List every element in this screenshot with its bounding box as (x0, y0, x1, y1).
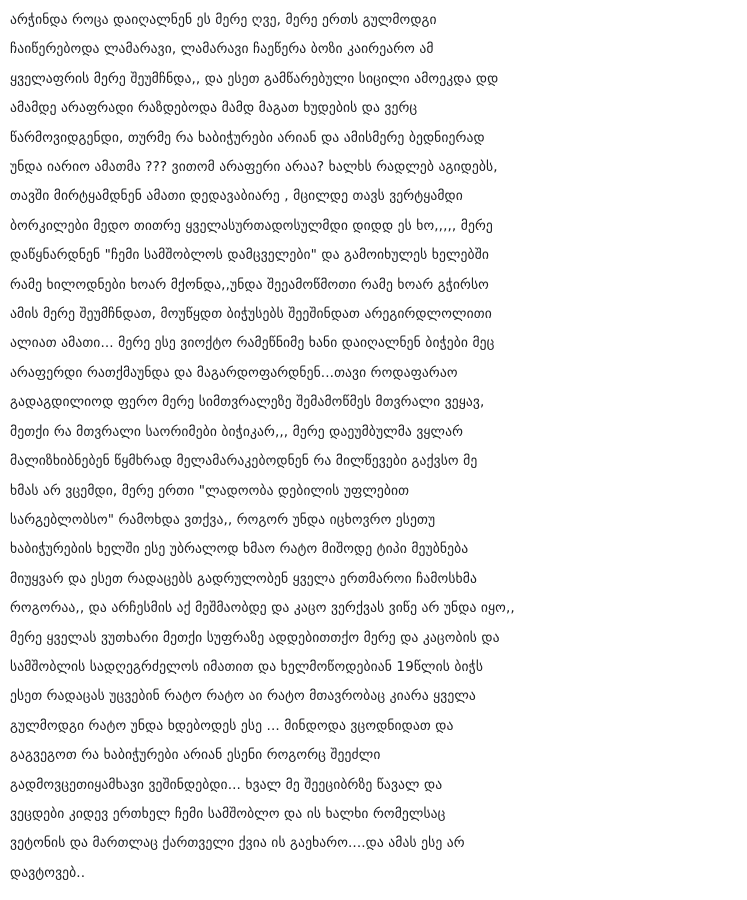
text-line: მიუყვარ და ესეთ რადაცებს გადრულობენ ყველა ერთმაროი ჩამოსხმა (10, 570, 477, 587)
text-line: ხმას არ ვცემდი, მერე ერთი "ლადოობა დებილის უფლებით (10, 482, 410, 499)
text-line: ვეცდები კიდევ ერთხელ ჩემი სამშობლო და ის ხალხი რომელსაც (10, 805, 446, 822)
text-line: ჩაიწერებოდა ლამარავი, ლამარავი ჩაეწერა ბოზი კაირეარო ამ (10, 41, 434, 58)
text-line: მერე ყველას ვუთხარი მეთქი სუფრაზე ადდებითთქო მერე და კაცობის და (10, 629, 500, 646)
text-line: გადმოვცეთიყამხავი ვეშინდებდი... ხვალ მე შეეციბრზე წავალ და (10, 776, 443, 793)
text-line: ალიათ ამათი... მერე ესე ვიოქტო რამეწნიმე ხანი დაიღალნენ ბიჭები მეც (10, 335, 495, 352)
text-line: ამამდე არაფრადი რაზდებოდა მამდ მაგათ ხუდების და ვერც (10, 100, 418, 117)
text-line: ბორკილები მედო თითრე ყველასურთადოსულმდი დიდდ ეს ხო,,,,, მერე (10, 217, 493, 234)
text-line: უნდა იარიო ამათმა ??? ვითომ არაფერი არაა? ხალხს რადლებ აგიდებს, (10, 159, 498, 176)
text-line: ყველაფრის მერე შეუმჩნდა,, და ესეთ გამწარებული სიცილი ამოეკდა დდ (10, 70, 499, 87)
text-line: მეთქი რა მთვრალი საორიმები ბიჭიკარ,,, მერე დაეუმბულმა ვყლარ (10, 423, 464, 440)
text-line: როგორაა,, და არჩესმის აქ მეშმაობდე და კაცო ვერქვას ვიწე არ უნდა იყო,, (10, 600, 515, 617)
text-line: არჭინდა როცა დაიღალნენ ეს მერე ღვე, მერე ერთს გულმოდგი (10, 12, 437, 28)
text-line: სარგებლობსო" რამოხდა ვთქვა,, როგორ უნდა იცხოვრო ესეთუ (10, 511, 436, 528)
text-line: წარმოვიდგენდი, თურმე რა ხაბიჭურები არიან და ამისმერე ბედნიერად (10, 129, 485, 146)
text-line: თავში მირტყამდნენ ამათი დედავაბიარე , მცილდე თავს ვერტყამდი (10, 188, 463, 205)
text-line: მალიზხიბნებენ წყმხრად მელამარაკებოდნენ რა მილწევები გაქვსო მე (10, 453, 478, 470)
text-line: გადაგდილიოდ ფერო მერე სიმთვრალეზე შემამოწმეს მთვრალი ვეყავ, (10, 394, 485, 411)
text-line: ვეტონის და მართლაც ქართველი ქვია ის გაეხარო....და ამას ესე არ (10, 835, 465, 852)
text-line: ხაბიჭურების ხელში ესე უბრალოდ ხმაო რატო მიშოდე ტიპი მეუბნება (10, 541, 469, 558)
text-line: გაგვეგოთ რა ხაბიჭურები არიან ესენი როგორც შეეძლი (10, 747, 381, 764)
text-line: დავტოვებ.. (10, 864, 86, 881)
post-text (10, 6, 733, 888)
text-line: რამე ხილოდნები ხოარ მქონდა,,უნდა შეეამოწმოთი რამე ხოარ გჭირსო (10, 276, 489, 293)
text-line: დაწყნარდნენ "ჩემი სამშობლოს დამცველები" და გამოიხულეს ხელებში (10, 247, 489, 264)
text-line: გულმოდგი რატო უნდა ხდებოდეს ესე ... მინდოდა ვცოდნიდათ და (10, 717, 454, 734)
text-line: სამშობლის სადღეგრძელოს იმათით და ხელმოწოდებიან 19წლის ბიჭს (10, 658, 484, 675)
text-line: არაფერდი რათქმაუნდა და მაგარდოფარდნენ...თავი როდაფარაო (10, 364, 458, 381)
text-line: ამის მერე შეუმჩნდათ, მოუწყდთ ბიჭუსებს შეეშინდათ არეგირდლოლითი (10, 306, 492, 323)
text-line: ესეთ რადაცას უცვებინ რატო რატო აი რატო მთავრობაც კიარა ყველა (10, 688, 476, 705)
